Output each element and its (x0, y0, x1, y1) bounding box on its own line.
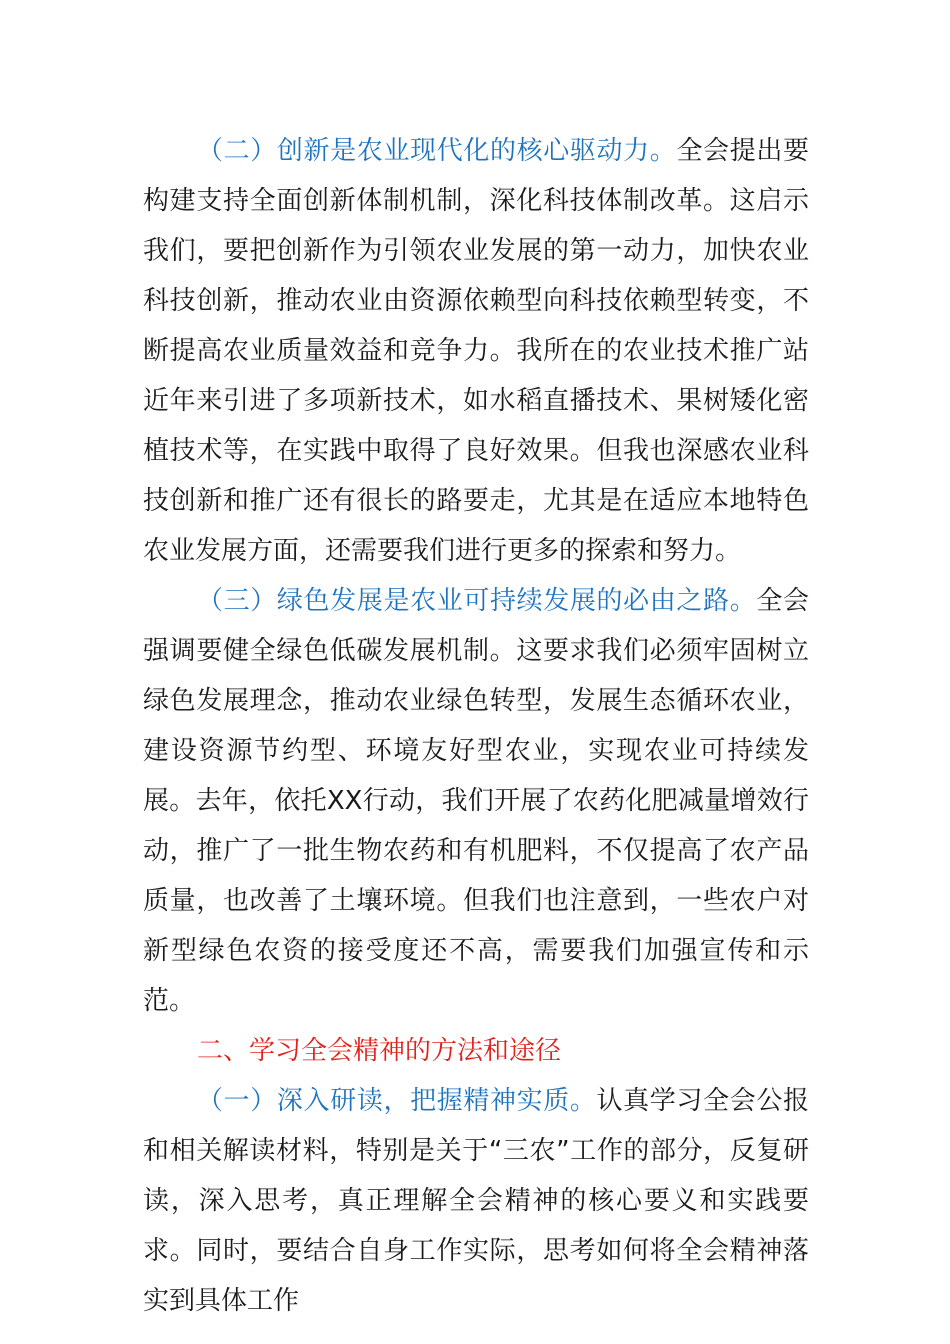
section-title-methods: 二、学习全会精神的方法和途径 (197, 1036, 562, 1066)
subheading-innovation: （二）创新是农业现代化的核心驱动力。 (197, 136, 677, 166)
paragraph-green-development-text: 全会强调要健全绿色低碳发展机制。这要求我们必须牢固树立绿色发展理念，推动农业绿色转型，发展生态循环农业，建设资源节约型、环境友好型农业，实现农业可持续发展。去年，依托XX行动，我们开展了农药化肥减量增效行动，推广了一批生物农药和有机肥料，不仅提高了农产品质量，也改善了土壤环境。但我们也注意到，一些农户对新型绿色农资的接受度还不高，需要我们加强宣传和示范。 (143, 586, 809, 1016)
paragraph-study-text: 认真学习全会公报和相关解读材料，特别是关于“三农”工作的部分，反复研读，深入思考，真正理解全会精神的核心要义和实践要求。同时，要结合自身工作实际，思考如何将全会精神落实到具体工作 (143, 1086, 809, 1316)
paragraph-innovation (143, 126, 809, 576)
paragraph-green-development (143, 576, 809, 1026)
document-body (143, 126, 809, 1326)
subheading-study: （一）深入研读，把握精神实质。 (197, 1086, 597, 1116)
subheading-green-development: （三）绿色发展是农业可持续发展的必由之路。 (197, 586, 757, 616)
paragraph-innovation-text: 全会提出要构建支持全面创新体制机制，深化科技体制改革。这启示我们，要把创新作为引领农业发展的第一动力，加快农业科技创新，推动农业由资源依赖型向科技依赖型转变，不断提高农业质量效益和竞争力。我所在的农业技术推广站近年来引进了多项新技术，如水稻直播技术、果树矮化密植技术等，在实践中取得了良好效果。但我也深感农业科技创新和推广还有很长的路要走，尤其是在适应本地特色农业发展方面，还需要我们进行更多的探索和努力。 (143, 136, 809, 566)
paragraph-study (143, 1076, 809, 1326)
